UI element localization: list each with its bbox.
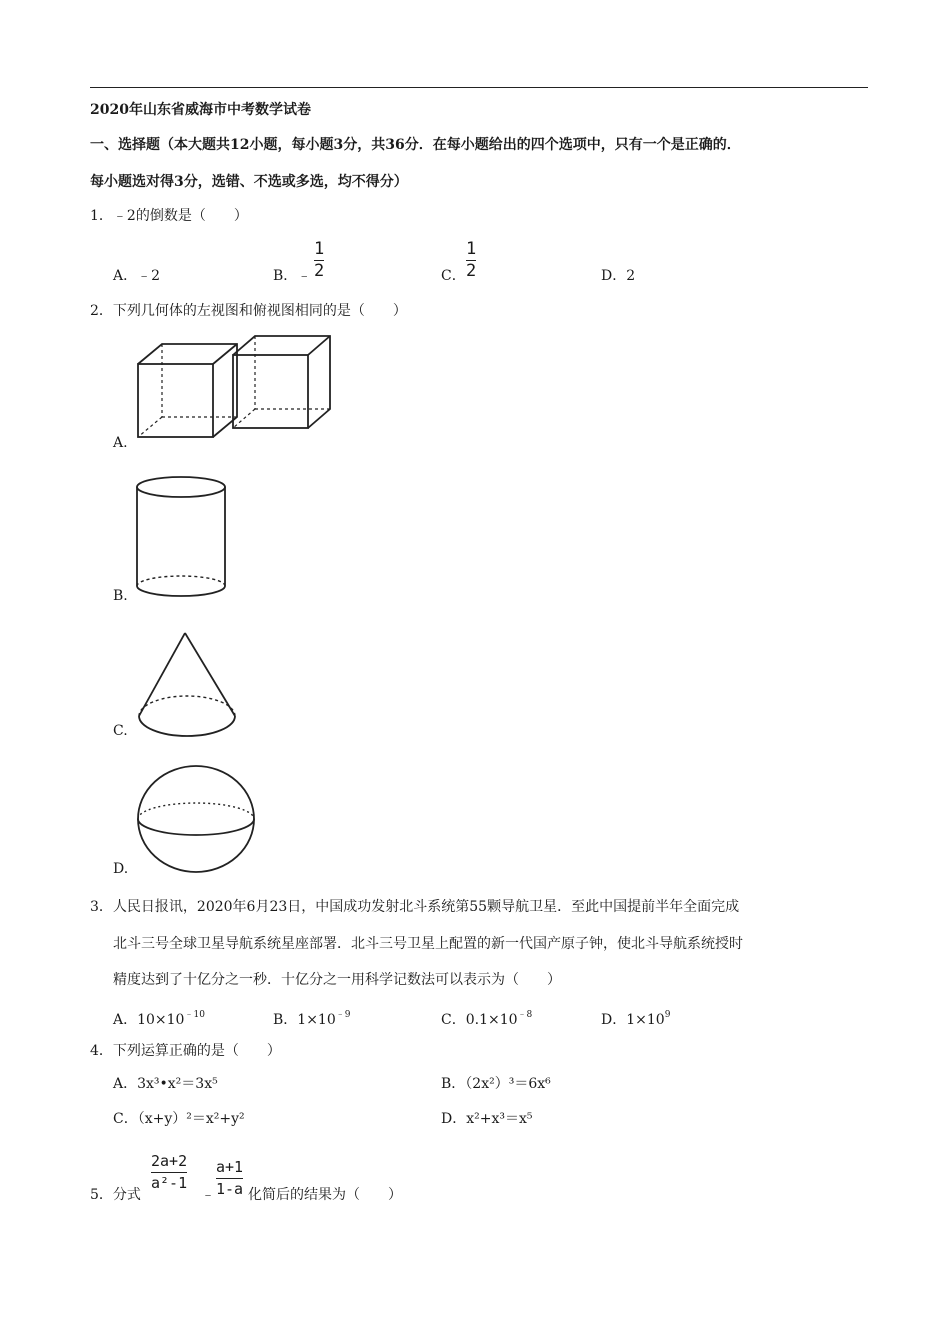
q5-fraction-2 (216, 1158, 243, 1199)
q5-f1-denominator: a²-1 (151, 1174, 188, 1192)
q4-option-b: B．（2x²）³＝6x⁶ (441, 1076, 551, 1092)
q1-option-c-label: C． (441, 268, 466, 284)
q5-f1-numerator: 2a+2 (151, 1152, 188, 1170)
q1-c-numerator: 1 (466, 239, 477, 259)
q3-b-exponent: ﹣9 (335, 1010, 351, 1020)
q1-option-c-fraction (466, 240, 476, 281)
exam-title: 2020年山东省威海市中考数学试卷 (90, 102, 311, 118)
q5-f2-fraction-bar (216, 1178, 243, 1179)
q5-prefix: 5．分式 (90, 1187, 141, 1203)
q3-line3: 精度达到了十亿分之一秒．十亿分之一用科学记数法可以表示为（ ） (113, 972, 561, 988)
q2-option-d: D. (113, 861, 129, 877)
two-cubes-figure (134, 333, 334, 441)
q4-option-d: D．x²+x³＝x⁵ (441, 1111, 533, 1127)
q3-option-c (441, 1006, 532, 1029)
q3-a-base: A．10×10 (113, 1012, 185, 1028)
q3-b-base: B．1×10 (273, 1012, 336, 1028)
q1-b-numerator: 1 (314, 239, 325, 259)
section-instructions-line2: 每小题选对得3分，选错、不选或多选，均不得分） (90, 174, 408, 190)
header-rule (90, 87, 868, 88)
q5-fraction-1 (151, 1152, 187, 1193)
q5-f2-numerator: a+1 (216, 1158, 244, 1176)
sphere-figure (134, 763, 260, 875)
q2-option-a: A. (113, 435, 128, 451)
q1-b-denominator: 2 (314, 261, 325, 281)
q1-option-b-label: B．﹣ (273, 268, 312, 284)
q3-option-b (273, 1006, 350, 1029)
q3-line2: 北斗三号全球卫星导航系统星座部署．北斗三号卫星上配置的新一代国产原子钟，使北斗导航系统授时 (113, 936, 743, 952)
q5-suffix: 化简后的结果为（ ） (248, 1187, 402, 1203)
cylinder-figure (134, 474, 230, 604)
q5-f2-denominator: 1-a (216, 1180, 244, 1198)
q1-c-denominator: 2 (466, 261, 477, 281)
q2-option-c: C. (113, 723, 128, 739)
q3-a-exponent: ﹣10 (184, 1010, 205, 1020)
q3-c-exponent: ﹣8 (517, 1010, 533, 1020)
q3-c-base: C．0.1×10 (441, 1012, 518, 1028)
q3-line1: 3．人民日报讯，2020年6月23日，中国成功发射北斗系统第55颗导航卫星．至此中国提前半年全面完成 (90, 899, 740, 915)
q4-option-a: A．3x³•x²＝3x⁵ (113, 1076, 218, 1092)
q1-option-a: A．﹣2 (113, 268, 161, 284)
q4-stem: 4．下列运算正确的是（ ） (90, 1043, 281, 1059)
q1-option-d: D．2 (601, 268, 636, 284)
q2-stem: 2．下列几何体的左视图和俯视图相同的是（ ） (90, 303, 407, 319)
q4-option-c: C．（x+y）²＝x²+y² (113, 1111, 245, 1127)
q5-f1-fraction-bar (151, 1172, 187, 1173)
q3-option-d (601, 1006, 670, 1029)
q1-option-b-fraction (314, 240, 324, 281)
q2-option-b: B. (113, 588, 128, 604)
q3-d-base: D．1×10 (601, 1012, 665, 1028)
q3-d-exponent: 9 (664, 1010, 671, 1020)
q1-stem: 1．﹣2的倒数是（ ） (90, 208, 248, 224)
q5-minus: ﹣ (201, 1187, 215, 1203)
cone-figure (134, 630, 240, 742)
section-instructions-line1: 一、选择题（本大题共12小题，每小题3分，共36分．在每小题给出的四个选项中，只有一个是正确的． (90, 137, 741, 153)
q3-option-a (113, 1006, 205, 1029)
